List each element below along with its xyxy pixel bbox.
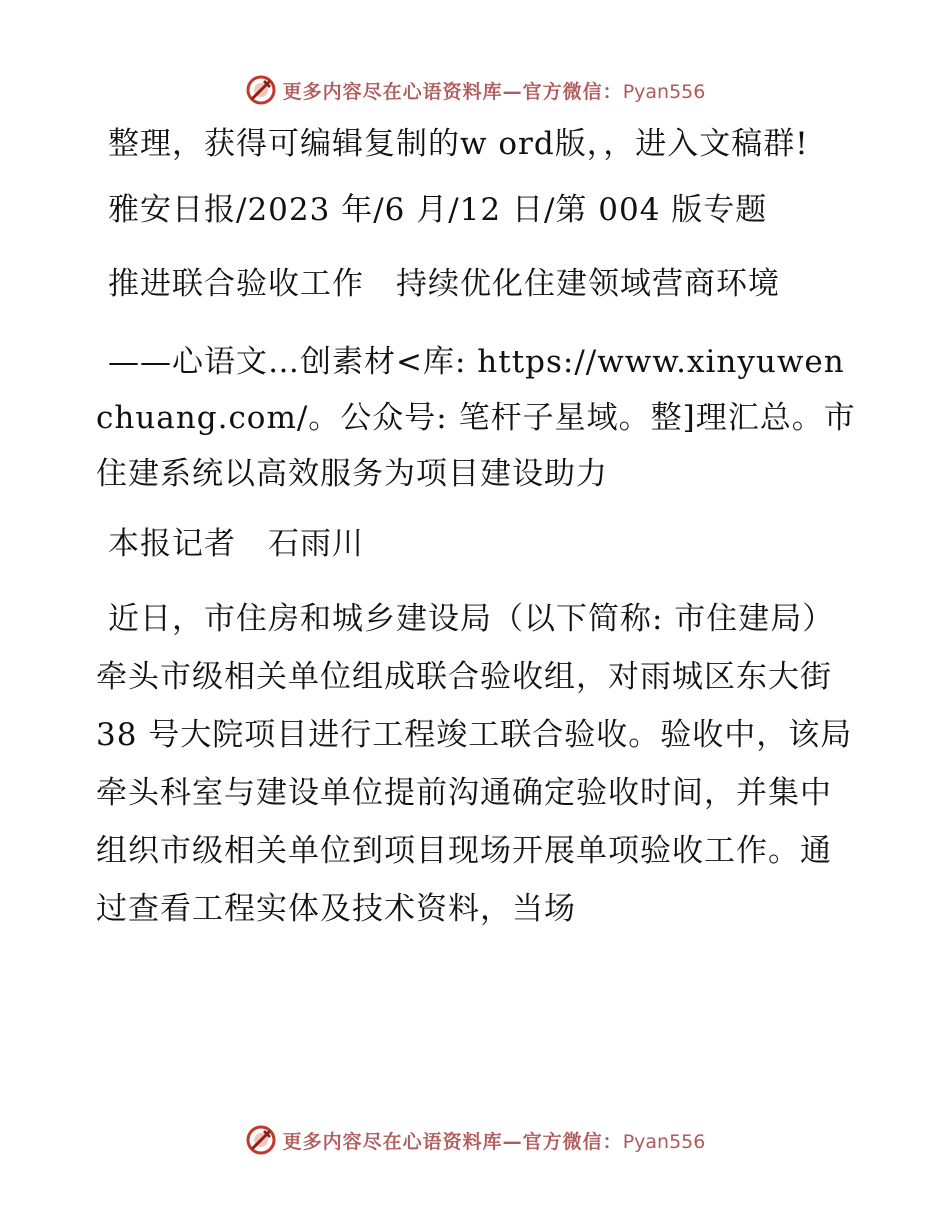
watermark-dash: — bbox=[502, 80, 523, 103]
watermark-text bbox=[283, 77, 706, 104]
paragraph-intro: 整理，获得可编辑复制的w ord版，，进入文稿群! bbox=[108, 126, 809, 162]
article-body-paragraph: 近日，市住房和城乡建设局（以下简称: 市住建局）牵头市级相关单位组成联合验收组，对雨城区东大街 38 号大院项目进行工程竣工联合验收。验收中，该局牵头科室与建设单位提前沟通确定验收时间，并集中组织市级相关单位到项目现场开展单项验收工作。通过查看工程实体及技术资料，当场 bbox=[96, 601, 853, 927]
watermark-main: 更多内容尽在心语资料库 bbox=[282, 80, 503, 103]
watermark-dash: — bbox=[502, 1130, 523, 1153]
article-byline: 本报记者 石雨川 bbox=[108, 526, 364, 562]
watermark-wechat: 官方微信： bbox=[522, 1130, 623, 1153]
paragraph-source: 雅安日报/2023 年/6 月/12 日/第 004 版专题 bbox=[108, 192, 768, 228]
watermark-banner-top bbox=[0, 70, 950, 110]
watermark-main: 更多内容尽在心语资料库 bbox=[282, 1130, 503, 1153]
brand-logo-icon bbox=[245, 1124, 277, 1156]
watermark-handle: Pyan556 bbox=[622, 80, 706, 103]
article-headline: 推进联合验收工作 持续优化住建领域营商环境 bbox=[108, 266, 780, 302]
article-subheadline: ——心语文…创素材<库: https://www.xinyuwenchuang.com/。公众号: 笔杆子星域。整]理汇总。市住建系统以高效服务为项目建设助力 bbox=[96, 344, 856, 492]
document-body bbox=[96, 120, 856, 938]
watermark-handle: Pyan556 bbox=[622, 1130, 706, 1153]
watermark-banner-bottom bbox=[0, 1120, 950, 1160]
watermark-text bbox=[283, 1127, 706, 1154]
brand-logo-icon bbox=[245, 74, 277, 106]
watermark-wechat: 官方微信： bbox=[522, 80, 623, 103]
